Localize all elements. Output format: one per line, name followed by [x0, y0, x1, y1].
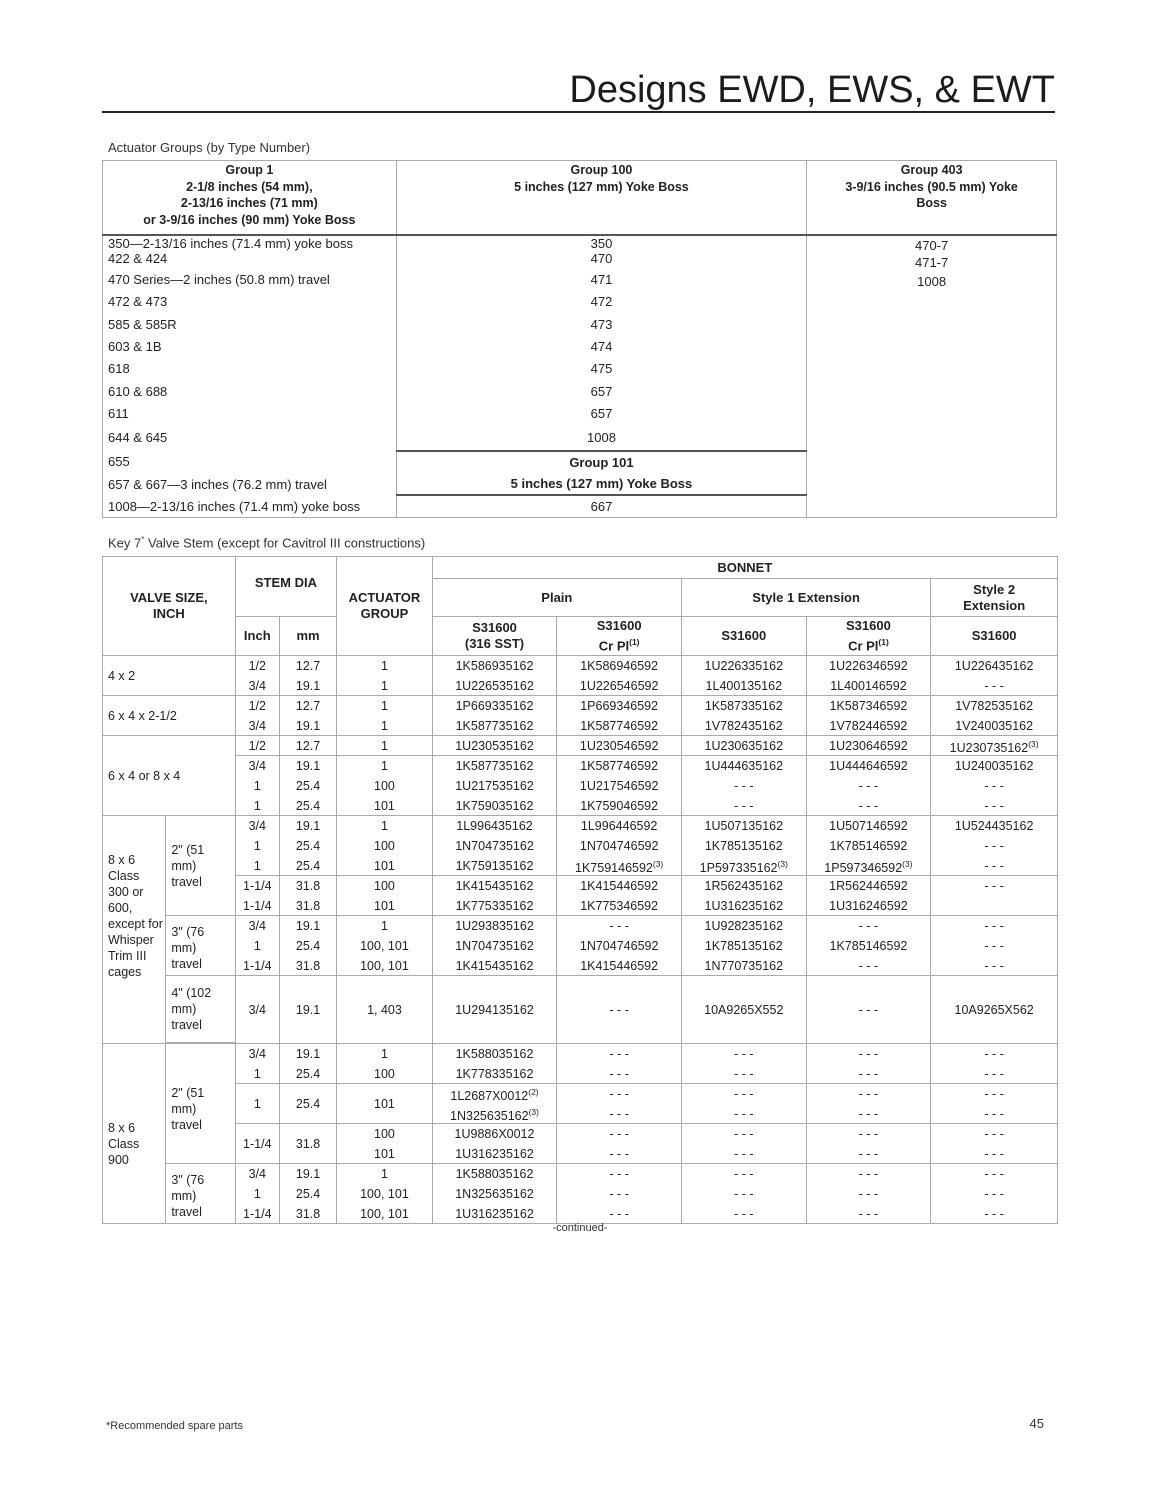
- table-cell: 1N704735162: [432, 836, 557, 856]
- table-cell: 1P669335162: [432, 696, 557, 716]
- table-cell: 100, 101: [337, 1204, 432, 1224]
- table-cell: 1U226546592: [557, 676, 682, 696]
- table-cell: 3/4: [235, 676, 279, 696]
- table-cell: - - -: [557, 1084, 682, 1104]
- table-cell: 1K775346592: [557, 896, 682, 916]
- table-cell: 1U316235162: [432, 1144, 557, 1164]
- table-cell: - - -: [681, 1104, 806, 1124]
- table-cell: - - -: [806, 1204, 931, 1224]
- table-cell: 1K415446592: [557, 876, 682, 896]
- table-row: [103, 836, 1058, 856]
- table-cell: 101: [337, 1144, 432, 1164]
- table-cell: 1R562446592: [806, 876, 931, 896]
- table-cell: 1V782535162: [931, 696, 1058, 716]
- table-cell: 1U316246592: [806, 896, 931, 916]
- table-cell: 1R562435162: [681, 876, 806, 896]
- footnote: *Recommended spare parts: [106, 1420, 243, 1432]
- bonnet-header: BONNET: [432, 557, 1057, 579]
- travel-cell: 2" (51 mm) travel: [166, 1044, 235, 1164]
- table-row: [103, 776, 1058, 796]
- table-cell: 1: [235, 1184, 279, 1204]
- table-cell: 10A9265X562: [931, 976, 1058, 1043]
- group100-cell: 657: [396, 380, 807, 402]
- table-row: [103, 1084, 1058, 1104]
- travel-cell: 3" (76 mm) travel: [166, 916, 235, 976]
- table-cell: 1: [235, 1084, 279, 1124]
- table-cell: 19.1: [279, 676, 336, 696]
- plain-s31600-header: S31600 (316 SST): [432, 617, 557, 656]
- table-cell: - - -: [681, 796, 806, 816]
- table-cell: 1U217546592: [557, 776, 682, 796]
- table-row: [103, 235, 1057, 269]
- mm-header: mm: [279, 617, 336, 656]
- table-cell: - - -: [681, 1044, 806, 1064]
- table-cell: 3/4: [235, 1164, 279, 1184]
- table-cell: 1U444635162: [681, 756, 806, 776]
- group100-cell: 475: [396, 358, 807, 380]
- table-cell: - - -: [931, 1164, 1058, 1184]
- plain-header: Plain: [432, 579, 681, 617]
- group100-cell: 473: [396, 313, 807, 335]
- table-cell: - - -: [806, 776, 931, 796]
- table-cell: 1U507135162: [681, 816, 806, 836]
- valve-size-cell: 6 x 4 x 2-1/2: [103, 696, 236, 736]
- table-cell: 1K587346592: [806, 696, 931, 716]
- table-cell: 1L400146592: [806, 676, 931, 696]
- table-cell: 1K587335162: [681, 696, 806, 716]
- table-row: [103, 856, 1058, 876]
- table-cell: 10A9265X552: [681, 976, 806, 1043]
- table-cell: - - -: [931, 1084, 1058, 1104]
- table-cell: 1U226535162: [432, 676, 557, 696]
- table-cell: - - -: [806, 916, 931, 936]
- group1-cell: 350—2-13/16 inches (71.4 mm) yoke boss 422 & 424: [103, 235, 397, 269]
- table-cell: 25.4: [279, 836, 336, 856]
- table-row: [103, 936, 1058, 956]
- table-cell: 25.4: [279, 796, 336, 816]
- table-cell: 1U226335162: [681, 656, 806, 676]
- page-number: 45: [1029, 1416, 1044, 1431]
- table-cell: - - -: [557, 1164, 682, 1184]
- table-cell: 3/4: [235, 816, 279, 836]
- table-cell: - - -: [681, 1084, 806, 1104]
- table-cell: 12.7: [279, 656, 336, 676]
- table-cell: 19.1: [279, 916, 336, 936]
- table-cell: 100: [337, 836, 432, 856]
- table-cell: 1K785135162: [681, 936, 806, 956]
- group1-cell: 585 & 585R: [103, 313, 397, 335]
- table-cell: 1V782435162: [681, 716, 806, 736]
- table-cell: 25.4: [279, 1064, 336, 1084]
- table-cell: 1N325635162$^{(3)}$: [432, 1104, 557, 1124]
- table-cell: 100: [337, 876, 432, 896]
- table-cell: - - -: [931, 936, 1058, 956]
- table-row: [103, 1204, 1058, 1224]
- table-cell: 1L996446592: [557, 816, 682, 836]
- table-cell: 1: [337, 756, 432, 776]
- table-cell: 1N325635162: [432, 1184, 557, 1204]
- table-row: [103, 696, 1058, 716]
- table-cell: - - -: [806, 1124, 931, 1144]
- group1-cell: 611: [103, 402, 397, 424]
- stem-dia-header: STEM DIA: [235, 557, 337, 617]
- table-cell: - - -: [681, 1124, 806, 1144]
- table-cell: 1: [337, 916, 432, 936]
- group100-cell: 471: [396, 269, 807, 291]
- table-row: [103, 656, 1058, 676]
- group1-cell: 472 & 473: [103, 291, 397, 313]
- group100-cell: 350 470: [396, 235, 807, 269]
- group100-header: Group 100 5 inches (127 mm) Yoke Boss: [396, 161, 807, 235]
- table-cell: - - -: [931, 876, 1058, 896]
- table-cell: - - -: [681, 1184, 806, 1204]
- table-cell: 1K586946592: [557, 656, 682, 676]
- table-cell: 31.8: [279, 1124, 336, 1164]
- table-cell: - - -: [557, 1204, 682, 1224]
- table-cell: 1: [235, 836, 279, 856]
- table-cell: 1K587735162: [432, 756, 557, 776]
- table-row: [103, 736, 1058, 756]
- table-cell: - - -: [806, 1084, 931, 1104]
- actuator-group-header: ACTUATOR GROUP: [337, 557, 432, 656]
- group1-cell: 618: [103, 358, 397, 380]
- table-cell: 1L996435162: [432, 816, 557, 836]
- table-cell: - - -: [931, 1104, 1058, 1124]
- continued-note: -continued-: [552, 1222, 608, 1234]
- table-cell: 1-1/4: [235, 896, 279, 916]
- table-cell: 3/4: [235, 976, 279, 1043]
- table-cell: 1/2: [235, 656, 279, 676]
- style1-crpl-header: S31600 Cr Pl$^{(1)}$: [806, 617, 931, 656]
- table-cell: - - -: [806, 1184, 931, 1204]
- table-cell: 1-1/4: [235, 1204, 279, 1224]
- group1-cell: 657 & 667—3 inches (76.2 mm) travel: [103, 473, 397, 495]
- table-cell: - - -: [806, 1164, 931, 1184]
- table-cell: - - -: [931, 1124, 1058, 1144]
- valve-stem-table: [102, 556, 1058, 1224]
- table-cell: 1U230546592: [557, 736, 682, 756]
- group100-cell: 657: [396, 402, 807, 424]
- table-cell: 100, 101: [337, 1184, 432, 1204]
- table-cell: 1: [337, 816, 432, 836]
- group1-cell: 644 & 645: [103, 425, 397, 451]
- table-row: [103, 976, 1058, 1043]
- table-row: [103, 1044, 1058, 1064]
- travel-cell: 3" (76 mm) travel: [166, 1164, 235, 1224]
- table-row: [103, 796, 1058, 816]
- table-cell: 1K415435162: [432, 956, 557, 976]
- table-cell: 1U9886X0012: [432, 1124, 557, 1144]
- table-cell: 1K785135162: [681, 836, 806, 856]
- table-cell: 1: [235, 776, 279, 796]
- table-cell: 1K759046592: [557, 796, 682, 816]
- group1-cell: 603 & 1B: [103, 335, 397, 357]
- table-cell: - - -: [557, 1104, 682, 1124]
- table-cell: - - -: [557, 1044, 682, 1064]
- table-cell: 19.1: [279, 716, 336, 736]
- travel-cell: 4" (102 mm) travel: [166, 976, 235, 1043]
- table-cell: 1, 403: [337, 976, 432, 1043]
- group100-cell: 472: [396, 291, 807, 313]
- table-cell: 1U226346592: [806, 656, 931, 676]
- group100-cell: 1008: [396, 425, 807, 451]
- table-cell: 31.8: [279, 896, 336, 916]
- table-cell: 1K588035162: [432, 1044, 557, 1064]
- plain-crpl-header: S31600 Cr Pl$^{(1)}$: [557, 617, 682, 656]
- table-cell: 1: [235, 936, 279, 956]
- group403-cell: 470-7 471-7 1008: [807, 235, 1057, 518]
- table-cell: - - -: [557, 1124, 682, 1144]
- table-cell: - - -: [681, 1144, 806, 1164]
- table-cell: - - -: [557, 916, 682, 936]
- table-cell: 25.4: [279, 936, 336, 956]
- table-row: [103, 1184, 1058, 1204]
- group403-header: Group 403 3-9/16 inches (90.5 mm) Yoke Boss: [807, 161, 1057, 235]
- table-cell: 19.1: [279, 1164, 336, 1184]
- group100-cell: 474: [396, 335, 807, 357]
- table-cell: 19.1: [279, 976, 336, 1043]
- table-cell: 1K587746592: [557, 756, 682, 776]
- table-cell: [931, 896, 1058, 916]
- table-cell: 1P597335162$^{(3)}$: [681, 856, 806, 876]
- table-cell: 1N704746592: [557, 836, 682, 856]
- table-cell: 1-1/4: [235, 876, 279, 896]
- style2-header: Style 2 Extension: [931, 579, 1058, 617]
- table-cell: 101: [337, 856, 432, 876]
- table-cell: 31.8: [279, 956, 336, 976]
- table-row: [103, 676, 1058, 696]
- table-cell: - - -: [931, 796, 1058, 816]
- travel-cell: 2" (51 mm) travel: [166, 816, 235, 916]
- table-cell: 19.1: [279, 756, 336, 776]
- table-cell: 1K785146592: [806, 836, 931, 856]
- table-cell: 101: [337, 896, 432, 916]
- table-cell: 1-1/4: [235, 956, 279, 976]
- table-cell: 1/2: [235, 696, 279, 716]
- table-cell: - - -: [806, 796, 931, 816]
- group1-cell: 655: [103, 451, 397, 473]
- table-cell: 1K588035162: [432, 1164, 557, 1184]
- table-cell: 1K785146592: [806, 936, 931, 956]
- table-cell: 1: [337, 1044, 432, 1064]
- table-cell: 1: [337, 716, 432, 736]
- table-cell: 1K778335162: [432, 1064, 557, 1084]
- table-cell: - - -: [931, 1204, 1058, 1224]
- table-cell: 19.1: [279, 1044, 336, 1064]
- table-cell: 1U294135162: [432, 976, 557, 1043]
- table-row: [103, 1124, 1058, 1144]
- valve-size-cell: 4 x 2: [103, 656, 236, 696]
- table-cell: 3/4: [235, 716, 279, 736]
- group1-cell: 610 & 688: [103, 380, 397, 402]
- table-cell: - - -: [806, 1044, 931, 1064]
- table-cell: 1K415435162: [432, 876, 557, 896]
- inch-header: Inch: [235, 617, 279, 656]
- table-cell: - - -: [931, 836, 1058, 856]
- style1-s31600-header: S31600: [681, 617, 806, 656]
- table-cell: 1U293835162: [432, 916, 557, 936]
- table-cell: 1: [235, 1064, 279, 1084]
- table-cell: 1/2: [235, 736, 279, 756]
- table-row: [103, 816, 1058, 836]
- table-cell: 1K587746592: [557, 716, 682, 736]
- table-cell: 1K759035162: [432, 796, 557, 816]
- group101-header: Group 101: [396, 451, 807, 473]
- table-cell: 12.7: [279, 696, 336, 716]
- table-cell: - - -: [681, 1064, 806, 1084]
- table-cell: 1K587735162: [432, 716, 557, 736]
- table-cell: - - -: [681, 1204, 806, 1224]
- table-row: [103, 1164, 1058, 1184]
- table-cell: 1: [337, 1164, 432, 1184]
- table-cell: 1L2687X0012$^{(2)}$: [432, 1084, 557, 1104]
- table-cell: - - -: [806, 956, 931, 976]
- table-cell: - - -: [681, 776, 806, 796]
- table-cell: - - -: [931, 776, 1058, 796]
- table-cell: 1: [235, 796, 279, 816]
- table-cell: 1: [235, 856, 279, 876]
- table-cell: 1V782446592: [806, 716, 931, 736]
- table-cell: 1K586935162: [432, 656, 557, 676]
- table-cell: 1: [337, 656, 432, 676]
- valve-size-cell: 8 x 6 Class 900: [103, 1044, 166, 1224]
- table-cell: 25.4: [279, 776, 336, 796]
- table-cell: 1U226435162: [931, 656, 1058, 676]
- table-cell: 1U230535162: [432, 736, 557, 756]
- group101-cell: 667: [396, 495, 807, 517]
- table-cell: 1K759135162: [432, 856, 557, 876]
- table-cell: 12.7: [279, 736, 336, 756]
- table-cell: - - -: [931, 1184, 1058, 1204]
- table-cell: - - -: [681, 1164, 806, 1184]
- table-cell: - - -: [931, 956, 1058, 976]
- table-cell: 1U444646592: [806, 756, 931, 776]
- table-cell: 100: [337, 1124, 432, 1144]
- table-cell: - - -: [931, 916, 1058, 936]
- stem-table-caption: Key 7* Valve Stem (except for Cavitrol III constructions): [108, 535, 426, 551]
- table-cell: - - -: [806, 1064, 931, 1084]
- table-cell: 1U230735162$^{(3)}$: [931, 736, 1058, 756]
- table-row: [103, 756, 1058, 776]
- actuator-table-caption: Actuator Groups (by Type Number): [108, 140, 311, 155]
- table-cell: 19.1: [279, 816, 336, 836]
- table-cell: 3/4: [235, 1044, 279, 1064]
- table-cell: 1K415446592: [557, 956, 682, 976]
- table-cell: 1U230646592: [806, 736, 931, 756]
- table-cell: 1U240035162: [931, 756, 1058, 776]
- table-row: [103, 916, 1058, 936]
- style1-header: Style 1 Extension: [681, 579, 930, 617]
- table-row: [103, 896, 1058, 916]
- table-cell: 1U230635162: [681, 736, 806, 756]
- table-cell: 1P597346592$^{(3)}$: [806, 856, 931, 876]
- table-cell: - - -: [557, 1064, 682, 1084]
- group101-subheader: 5 inches (127 mm) Yoke Boss: [396, 473, 807, 495]
- table-cell: 1U316235162: [681, 896, 806, 916]
- table-cell: 1L400135162: [681, 676, 806, 696]
- table-cell: 100, 101: [337, 936, 432, 956]
- table-row: [103, 956, 1058, 976]
- style2-s31600-header: S31600: [931, 617, 1058, 656]
- table-cell: 1: [337, 676, 432, 696]
- table-cell: 1N704735162: [432, 936, 557, 956]
- table-cell: 3/4: [235, 916, 279, 936]
- table-cell: 100: [337, 776, 432, 796]
- table-cell: 1V240035162: [931, 716, 1058, 736]
- valve-size-cell: 8 x 6 Class 300 or 600, except for Whisper Trim III cages: [103, 816, 166, 1044]
- table-cell: 25.4: [279, 1184, 336, 1204]
- table-cell: 25.4: [279, 1084, 336, 1124]
- group1-header: Group 1 2-1/8 inches (54 mm), 2-13/16 inches (71 mm) or 3-9/16 inches (90 mm) Yoke Boss: [103, 161, 397, 235]
- table-cell: - - -: [931, 856, 1058, 876]
- table-cell: 1: [337, 736, 432, 756]
- table-cell: 1N704746592: [557, 936, 682, 956]
- table-cell: 1U928235162: [681, 916, 806, 936]
- table-cell: 101: [337, 1084, 432, 1124]
- table-cell: 1-1/4: [235, 1124, 279, 1164]
- table-cell: 100: [337, 1064, 432, 1084]
- table-cell: - - -: [806, 976, 931, 1043]
- table-cell: 1P669346592: [557, 696, 682, 716]
- valve-size-header: VALVE SIZE, INCH: [103, 557, 236, 656]
- page-title: Designs EWD, EWS, & EWT: [569, 69, 1055, 111]
- table-cell: 31.8: [279, 1204, 336, 1224]
- table-cell: 1: [337, 696, 432, 716]
- table-cell: 1U316235162: [432, 1204, 557, 1224]
- table-cell: 101: [337, 796, 432, 816]
- table-cell: 1N770735162: [681, 956, 806, 976]
- table-cell: - - -: [557, 1184, 682, 1204]
- table-cell: - - -: [931, 1144, 1058, 1164]
- table-cell: - - -: [557, 1144, 682, 1164]
- table-cell: 1U524435162: [931, 816, 1058, 836]
- actuator-groups-table: [102, 160, 1057, 518]
- table-cell: - - -: [557, 976, 682, 1043]
- table-cell: 31.8: [279, 876, 336, 896]
- valve-size-cell: 6 x 4 or 8 x 4: [103, 736, 236, 816]
- table-cell: 3/4: [235, 756, 279, 776]
- table-cell: 1K759146592$^{(3)}$: [557, 856, 682, 876]
- group1-cell: 1008—2-13/16 inches (71.4 mm) yoke boss: [103, 495, 397, 517]
- table-cell: 1U217535162: [432, 776, 557, 796]
- table-row: [103, 716, 1058, 736]
- table-cell: - - -: [931, 676, 1058, 696]
- table-cell: 100, 101: [337, 956, 432, 976]
- table-cell: 25.4: [279, 856, 336, 876]
- table-cell: 1K775335162: [432, 896, 557, 916]
- title-divider: [102, 111, 1055, 113]
- actuator-header-row: [103, 161, 1057, 235]
- table-cell: - - -: [806, 1104, 931, 1124]
- table-row: [103, 876, 1058, 896]
- table-cell: - - -: [806, 1144, 931, 1164]
- table-row: [103, 1064, 1058, 1084]
- table-cell: - - -: [931, 1064, 1058, 1084]
- table-cell: 1U507146592: [806, 816, 931, 836]
- table-cell: - - -: [931, 1044, 1058, 1064]
- group1-cell: 470 Series—2 inches (50.8 mm) travel: [103, 269, 397, 291]
